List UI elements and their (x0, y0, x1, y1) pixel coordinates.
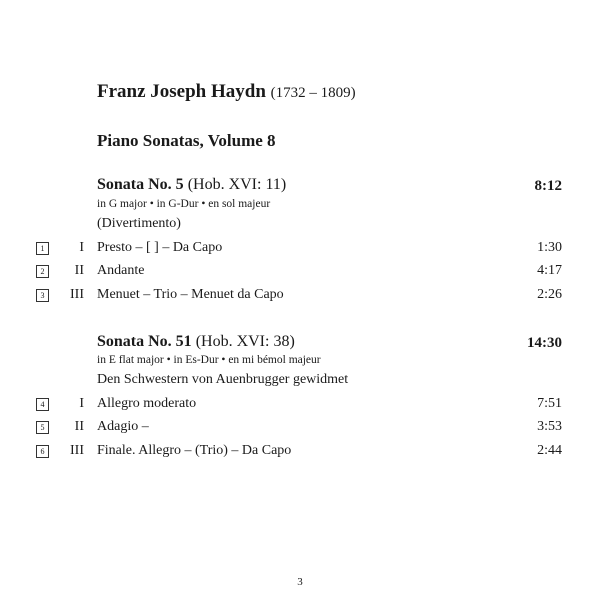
movement-duration: 4:17 (537, 263, 562, 278)
composer-dates: (1732 – 1809) (270, 85, 356, 101)
movement-title: Finale. Allegro – (Trio) – Da Capo (97, 443, 292, 458)
movement-title: Presto – [ ] – Da Capo (97, 240, 223, 255)
sonata-duration: 8:12 (534, 178, 562, 194)
sonata-catalog: (Hob. XVI: 38) (195, 333, 295, 350)
movement-duration: 1:30 (537, 240, 562, 255)
movement-numeral: III (70, 443, 84, 458)
composer-heading (97, 81, 356, 103)
sonata-keys: in G major • in G-Dur • en sol majeur (97, 198, 271, 210)
movement-numeral: I (79, 396, 84, 411)
track-number-box: 3 (36, 289, 49, 302)
composer-name: Franz Joseph Haydn (97, 81, 266, 102)
track-number-box: 5 (36, 421, 49, 434)
movement-title: Allegro moderato (97, 396, 197, 411)
sonata-catalog: (Hob. XVI: 11) (187, 176, 287, 193)
movement-duration: 2:26 (537, 287, 562, 302)
sonata-duration: 14:30 (527, 335, 562, 351)
movement-title: Andante (97, 263, 145, 278)
sonata-title (97, 333, 295, 351)
movement-title: Adagio – (97, 419, 149, 434)
sonata-number: Sonata No. 5 (97, 176, 184, 193)
movement-title: Menuet – Trio – Menuet da Capo (97, 287, 284, 302)
movement-numeral: II (74, 263, 84, 278)
sonata-subtitle: (Divertimento) (97, 216, 181, 231)
movement-duration: 3:53 (537, 419, 562, 434)
sonata-title (97, 176, 286, 194)
track-number-box: 1 (36, 242, 49, 255)
track-number-box: 6 (36, 445, 49, 458)
movement-numeral: I (79, 240, 84, 255)
sonata-number: Sonata No. 51 (97, 333, 192, 350)
movement-numeral: II (74, 419, 84, 434)
movement-duration: 2:44 (537, 443, 562, 458)
page-number: 3 (297, 576, 303, 588)
sonata-keys: in E flat major • in Es-Dur • en mi bémol majeur (97, 354, 321, 366)
movement-duration: 7:51 (537, 396, 562, 411)
album-title: Piano Sonatas, Volume 8 (97, 131, 276, 150)
track-number-box: 2 (36, 265, 49, 278)
sonata-subtitle: Den Schwestern von Auenbrugger gewidmet (97, 372, 349, 387)
movement-numeral: III (70, 287, 84, 302)
track-number-box: 4 (36, 398, 49, 411)
